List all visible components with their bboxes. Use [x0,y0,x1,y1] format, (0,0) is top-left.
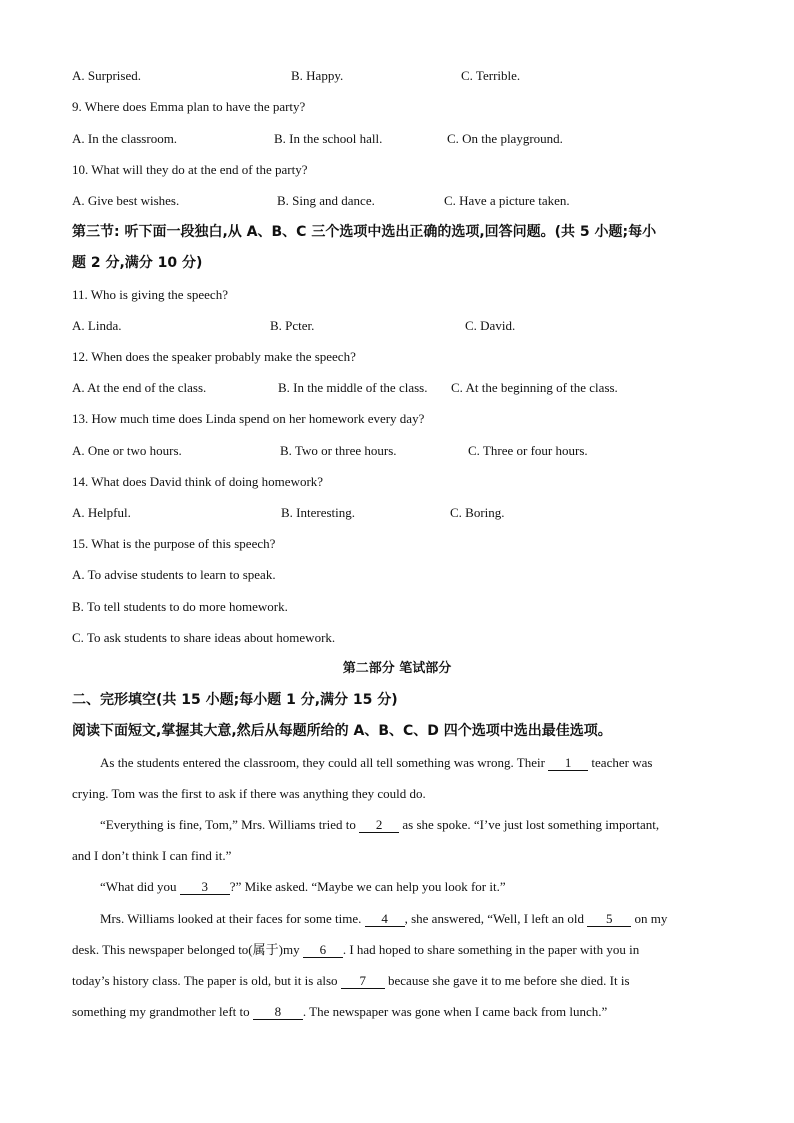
blank-4: 4 [365,912,405,927]
part2-title: 第二部分 笔试部分 [342,661,452,676]
q9-option-c: C. On the playground. [447,131,563,146]
q12-option-b: B. In the middle of the class. [278,380,428,395]
blank-2: 2 [359,818,399,833]
q8-option-a: A. Surprised. [72,68,141,83]
passage-text: “Everything is fine, Tom,” Mrs. Williams tried to [100,817,356,832]
passage-text: . The newspaper was gone when I came back from lunch.” [302,1004,608,1019]
passage-text: teacher was [591,755,653,770]
blank-5: 5 [587,912,631,927]
q10-option-a: A. Give best wishes. [72,193,180,208]
q13-option-a: A. One or two hours. [72,443,182,458]
passage-text: on my [634,911,668,926]
q15-question: 15. What is the purpose of this speech? [72,536,276,551]
passage-text: “What did you [100,879,177,894]
passage-text: because she gave it to me before she died. It is [388,973,630,988]
q15-option-a: A. To advise students to learn to speak. [72,567,276,582]
passage-text: As the students entered the classroom, they could all tell something was wrong. Their [100,755,545,770]
q14-option-b: B. Interesting. [281,505,356,520]
passage-line-9 [72,1004,607,1020]
q11-question: 11. Who is giving the speech? [72,287,228,302]
passage-text: ?” Mike asked. “Maybe we can help you look for it.” [229,879,506,894]
blank-3: 3 [180,880,230,895]
passage-line-6 [100,911,667,927]
passage-line-5 [100,879,506,895]
passage-text: Mrs. Williams looked at their faces for some time. [100,911,362,926]
passage-text: . I had hoped to share something in the paper with you in [342,942,640,957]
blank-6: 6 [303,943,343,958]
passage-text: , she answered, “Well, I left an old [404,911,585,926]
passage-line-8 [72,973,630,989]
blank-8: 8 [253,1005,303,1020]
passage-text: desk. This newspaper belonged to(属于)my [72,942,300,957]
passage-line-1 [100,755,652,771]
q14-question: 14. What does David think of doing homework? [72,474,324,489]
passage-line-4: and I don’t think I can find it.” [72,848,232,863]
q14-option-c: C. Boring. [450,505,505,520]
passage-text: something my grandmother left to [72,1004,250,1019]
q8-option-b: B. Happy. [291,68,344,83]
passage-line-3 [100,817,659,833]
q10-option-c: C. Have a picture taken. [444,193,570,208]
passage-text: as she spoke. “I’ve just lost something important, [402,817,660,832]
q9-option-a: A. In the classroom. [72,131,178,146]
q12-option-c: C. At the beginning of the class. [451,380,618,395]
passage-line-7 [72,942,639,958]
q13-question: 13. How much time does Linda spend on her homework every day? [72,411,425,426]
blank-1: 1 [548,756,588,771]
q13-option-c: C. Three or four hours. [468,443,588,458]
q13-option-b: B. Two or three hours. [280,443,397,458]
q10-option-b: B. Sing and dance. [277,193,375,208]
q9-question: 9. Where does Emma plan to have the party? [72,99,306,114]
cloze-instruction: 阅读下面短文,掌握其大意,然后从每题所给的 A、B、C、D 四个选项中选出最佳选项。 [72,723,612,739]
q15-option-c: C. To ask students to share ideas about homework. [72,630,336,645]
section3-heading-line2: 题 2 分,满分 10 分) [72,255,203,271]
q12-question: 12. When does the speaker probably make the speech? [72,349,356,364]
cloze-heading: 二、完形填空(共 15 小题;每小题 1 分,满分 15 分) [72,692,398,708]
q12-option-a: A. At the end of the class. [72,380,207,395]
q9-option-b: B. In the school hall. [274,131,383,146]
q11-option-a: A. Linda. [72,318,122,333]
q11-option-c: C. David. [465,318,516,333]
passage-line-2: crying. Tom was the first to ask if there was anything they could do. [72,786,426,801]
q10-question: 10. What will they do at the end of the party? [72,162,308,177]
q14-option-a: A. Helpful. [72,505,131,520]
section3-heading-line1: 第三节: 听下面一段独白,从 A、B、C 三个选项中选出正确的选项,回答问题。(共 5 小题;每小 [72,224,657,240]
blank-7: 7 [341,974,385,989]
passage-text: today’s history class. The paper is old, but it is also [72,973,338,988]
q15-option-b: B. To tell students to do more homework. [72,599,288,614]
q8-option-c: C. Terrible. [461,68,521,83]
q11-option-b: B. Pcter. [270,318,315,333]
